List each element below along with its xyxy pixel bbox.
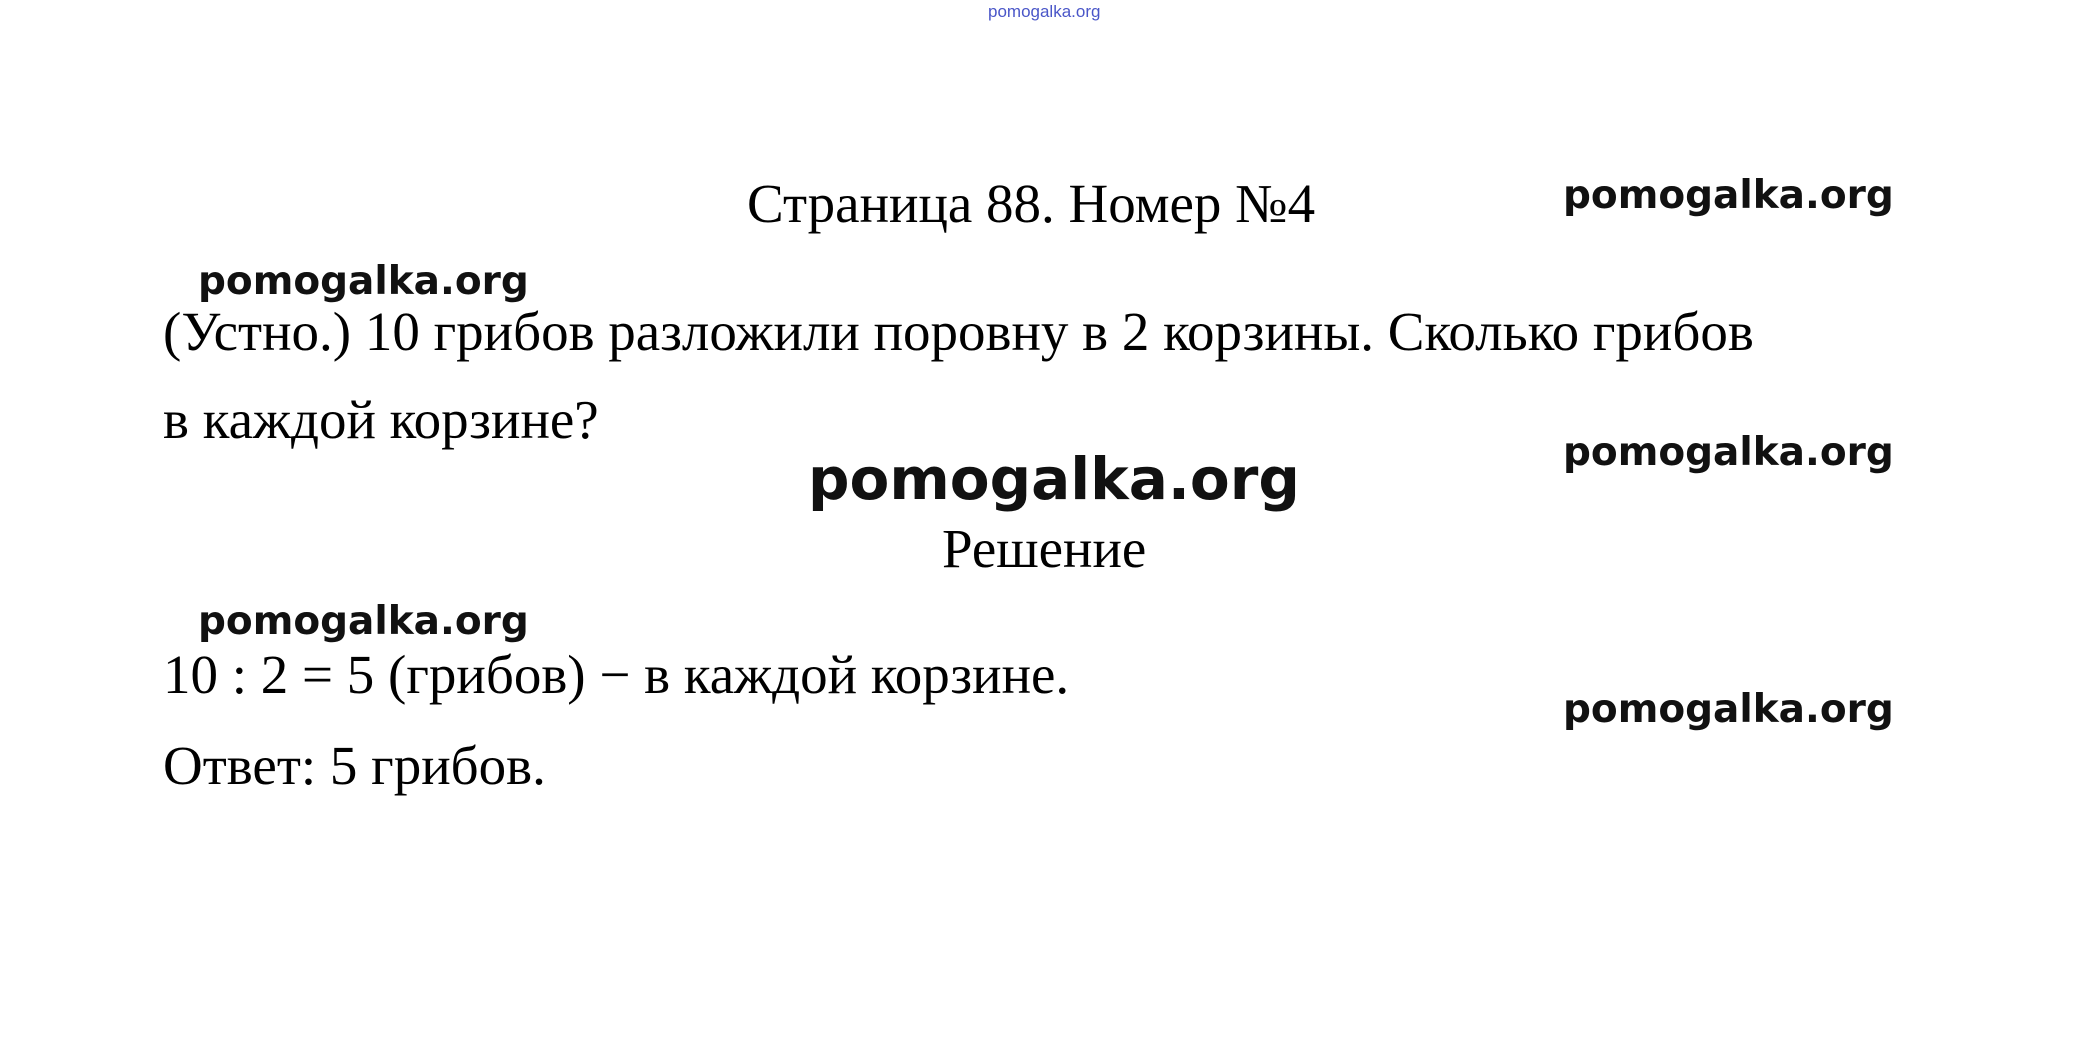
watermark: pomogalka.org [1563,430,1894,475]
answer-line: Ответ: 5 грибов. [163,735,546,796]
watermark: pomogalka.org [198,599,529,644]
solution-heading: Решение [942,518,1147,579]
watermark: pomogalka.org [198,259,529,304]
solution-line: 10 : 2 = 5 (грибов) − в каждой корзине. [163,644,1070,705]
watermark-large: pomogalka.org [808,445,1300,513]
watermark: pomogalka.org [1563,173,1894,218]
page-title: Страница 88. Номер №4 [747,173,1316,234]
watermark: pomogalka.org [1563,687,1894,732]
task-text-line-1: (Устно.) 10 грибов разложили поровну в 2 корзины. Сколько грибов [163,301,1754,362]
task-text-line-2: в каждой корзине? [163,389,599,450]
watermark-top: pomogalka.org [988,2,1101,21]
